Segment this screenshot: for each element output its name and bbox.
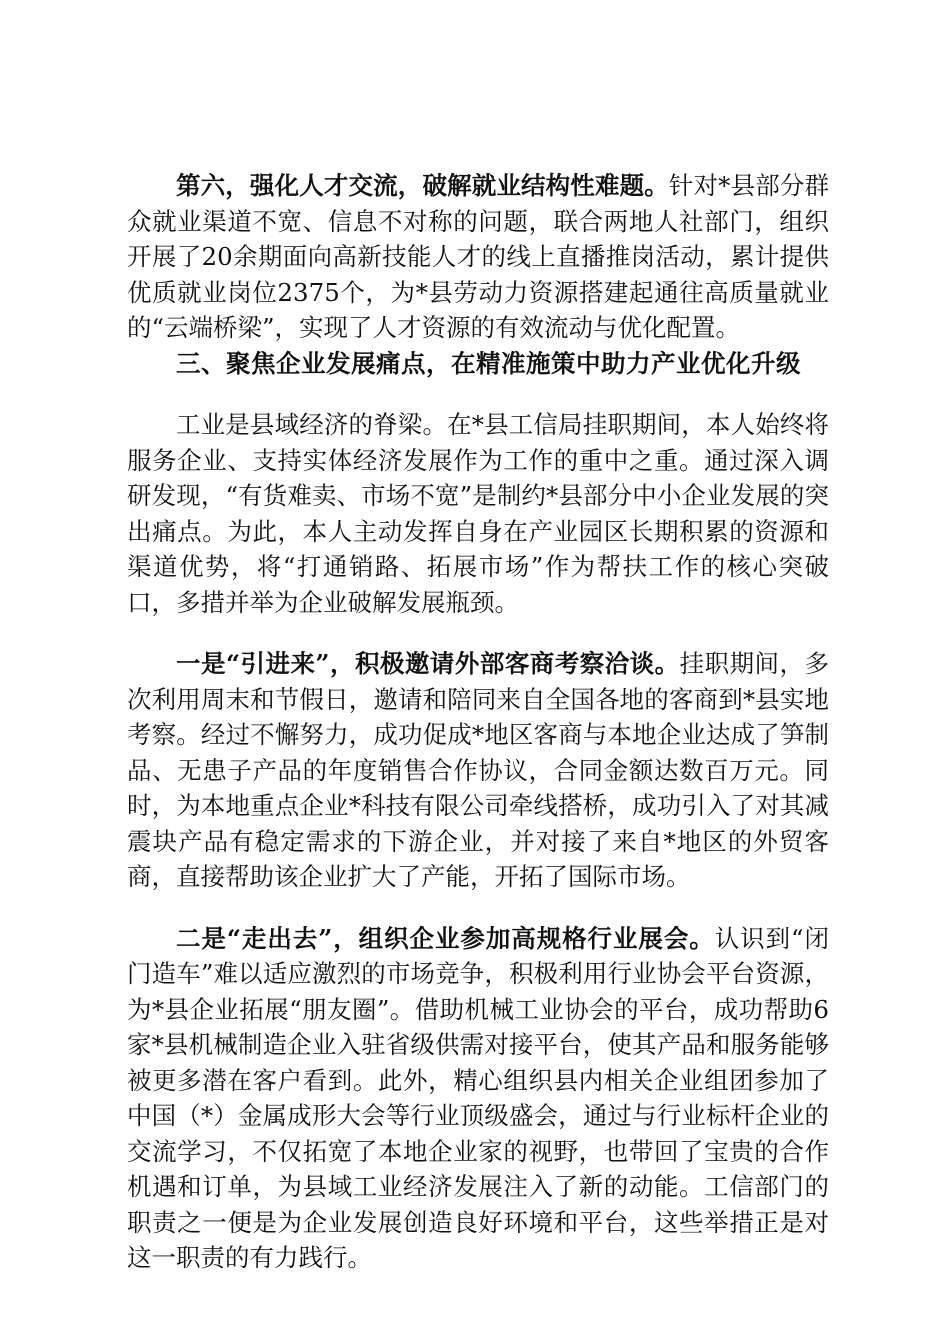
document-body bbox=[127, 168, 829, 1276]
paragraph-text: 工业是县域经济的脊梁。在*县工信局挂职期间，本人始终将服务企业、支持实体经济发展作为工作的重中之重。通过深入调研发现，“有货难卖、市场不宽”是制约*县部分中小企业发展的突出痛点。为此，本人主动发挥自身在产业园区长期积累的资源和渠道优势，将“打通销路、拓展市场”作为帮扶工作的核心突破口，多措并举为企业破解发展瓶颈。 bbox=[127, 410, 829, 617]
paragraph-go-out bbox=[127, 921, 829, 1276]
paragraph-text: 认识到“闭门造车”难以适应激烈的市场竞争，积极利用行业协会平台资源，为*县企业拓展“朋友圈”。借助机械工业协会的平台，成功帮助6家*县机械制造企业入驻省级供需对接平台，使其产品和服务能够被更多潜在客户看到。此外，精心组织县内相关企业组团参加了中国（*）金属成形大会等行业顶级盛会，通过与行业标杆企业的交流学习，不仅拓宽了本地企业家的视野，也带回了宝贵的合作机遇和订单，为县域工业经济发展注入了新的动能。工信部门的职责之一便是为企业发展创造良好环境和平台，这些举措正是对这一职责的有力践行。 bbox=[127, 923, 829, 1272]
paragraph-lead: 第六，强化人才交流，破解就业结构性难题。 bbox=[176, 171, 669, 200]
paragraph-lead: 二是“走出去”，组织企业参加高规格行业展会。 bbox=[176, 923, 715, 953]
paragraph-bring-in bbox=[127, 646, 829, 895]
paragraph-industry-intro bbox=[127, 407, 829, 620]
paragraph-text: 针对*县部分群众就业渠道不宽、信息不对称的问题，联合两地人社部门，组织开展了20余期面向高新技能人才的线上直播推岗活动，累计提供优质就业岗位2375个，为*县劳动力资源搭建起通往高质量就业的“云端桥梁”，实现了人才资源的有效流动与优化配置。 bbox=[127, 171, 830, 342]
paragraph-text: 挂职期间，多次利用周末和节假日，邀请和陪同来自全国各地的客商到*县实地考察。经过不懈努力，成功促成*地区客商与本地企业达成了笋制品、无患子产品的年度销售合作协议，合同金额达数百万元。同时，为本地重点企业*科技有限公司牵线搭桥，成功引入了对其减震块产品有稳定需求的下游企业，并对接了来自*地区的外贸客商，直接帮助该企业扩大了产能，开拓了国际市场。 bbox=[127, 649, 830, 891]
paragraph-talent-exchange bbox=[127, 168, 829, 346]
paragraph-lead: 一是“引进来”，积极邀请外部客商考察洽谈。 bbox=[176, 649, 680, 678]
section-heading: 三、聚焦企业发展痛点，在精准施策中助力产业优化升级 bbox=[176, 348, 801, 378]
